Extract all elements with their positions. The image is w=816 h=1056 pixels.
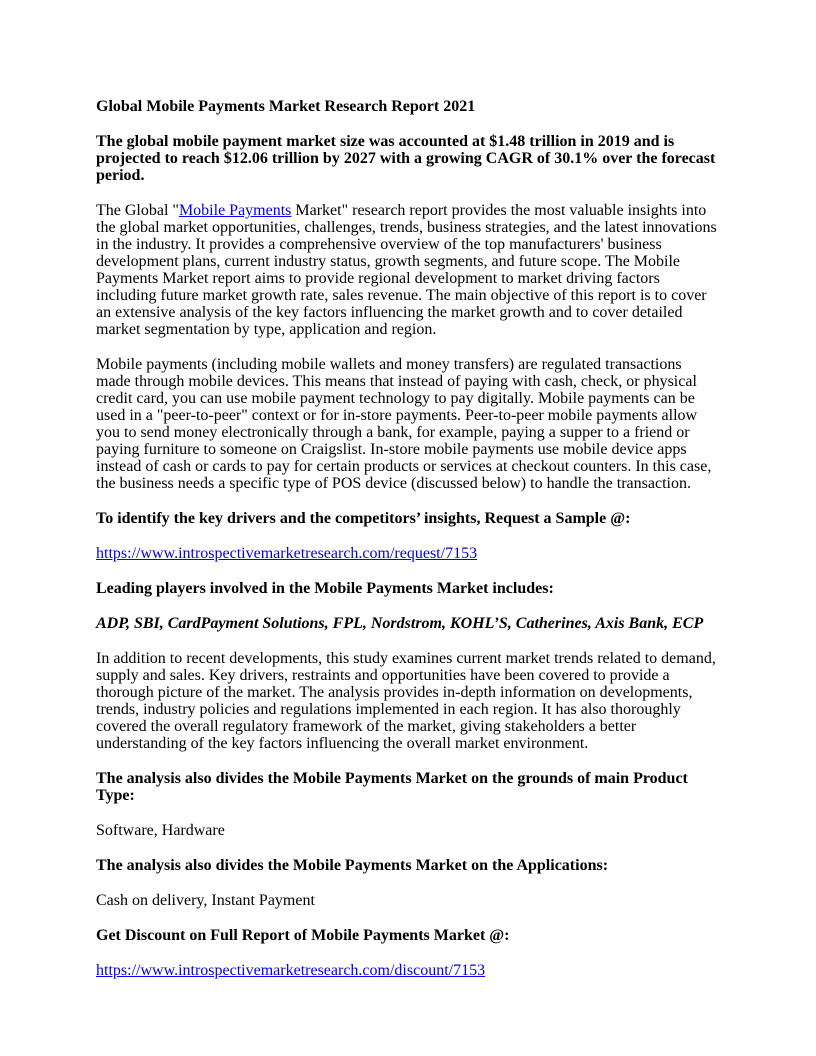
discount-heading: Get Discount on Full Report of Mobile Payments Market @:: [96, 927, 510, 944]
product-types-list: Software, Hardware: [96, 822, 225, 839]
intro-text-before-link: The Global ": [96, 202, 179, 219]
leading-players-heading: Leading players involved in the Mobile Payments Market includes:: [96, 580, 554, 597]
description-paragraph: Mobile payments (including mobile wallets and money transfers) are regulated transactions made through mobile devices. This means that instead of paying with cash, check, or physical credit card, you can use mobile payment technology to pay digitally. Mobile payments can be used in a "peer-to-peer" context or for in-store payments. Peer-to-peer mobile payments allow you to send money electronically through a bank, for example, paying a supper to a friend or paying furniture to someone on Craigslist. In-store mobile payments use mobile device apps instead of cash or cards to pay for certain products or services at checkout counters. In this case, the business needs a specific type of POS device (discussed below) to handle the transaction.: [96, 356, 712, 492]
request-sample-link[interactable]: https://www.introspectivemarketresearch.com/request/7153: [96, 545, 478, 562]
document-body: [96, 98, 720, 979]
intro-paragraph: [96, 202, 720, 338]
applications-heading: The analysis also divides the Mobile Payments Market on the Applications:: [96, 857, 609, 874]
request-sample-heading: To identify the key drivers and the competitors’ insights, Request a Sample @:: [96, 510, 631, 527]
discount-link-row: [96, 962, 720, 979]
discount-link[interactable]: https://www.introspectivemarketresearch.com/discount/7153: [96, 962, 486, 979]
request-sample-link-row: [96, 545, 720, 562]
mobile-payments-link[interactable]: Mobile Payments: [178, 202, 292, 219]
intro-text-after-link: Market" research report provides the most valuable insights into the global market opportunities, challenges, trends, business strategies, and the latest innovations in the industry. It provides a comprehensive overview of the top manufacturers' business development plans, current industry status, growth segments, and future scope. The Mobile Payments Market report aims to provide regional development to market driving factors including future market growth rate, sales revenue. The main objective of this report is to cover an extensive analysis of the key factors influencing the market growth and to cover detailed market segmentation by type, application and region.: [96, 202, 717, 338]
players-list: ADP, SBI, CardPayment Solutions, FPL, Nordstrom, KOHL’S, Catherines, Axis Bank, ECP: [96, 615, 704, 632]
product-type-heading: The analysis also divides the Mobile Payments Market on the grounds of main Product Type:: [96, 770, 688, 804]
applications-list: Cash on delivery, Instant Payment: [96, 892, 315, 909]
market-size-summary: The global mobile payment market size was accounted at $1.48 trillion in 2019 and is projected to reach $12.06 trillion by 2027 with a growing CAGR of 30.1% over the forecast period.: [96, 133, 716, 184]
report-title: Global Mobile Payments Market Research Report 2021: [96, 98, 476, 115]
analysis-paragraph: In addition to recent developments, this study examines current market trends related to demand, supply and sales. Key drivers, restraints and opportunities have been covered to provide a thorough picture of the market. The analysis provides in-depth information on developments, trends, industry policies and regulations implemented in each region. It has also thoroughly covered the overall regulatory framework of the market, giving stakeholders a better understanding of the key factors influencing the overall market environment.: [96, 650, 716, 752]
